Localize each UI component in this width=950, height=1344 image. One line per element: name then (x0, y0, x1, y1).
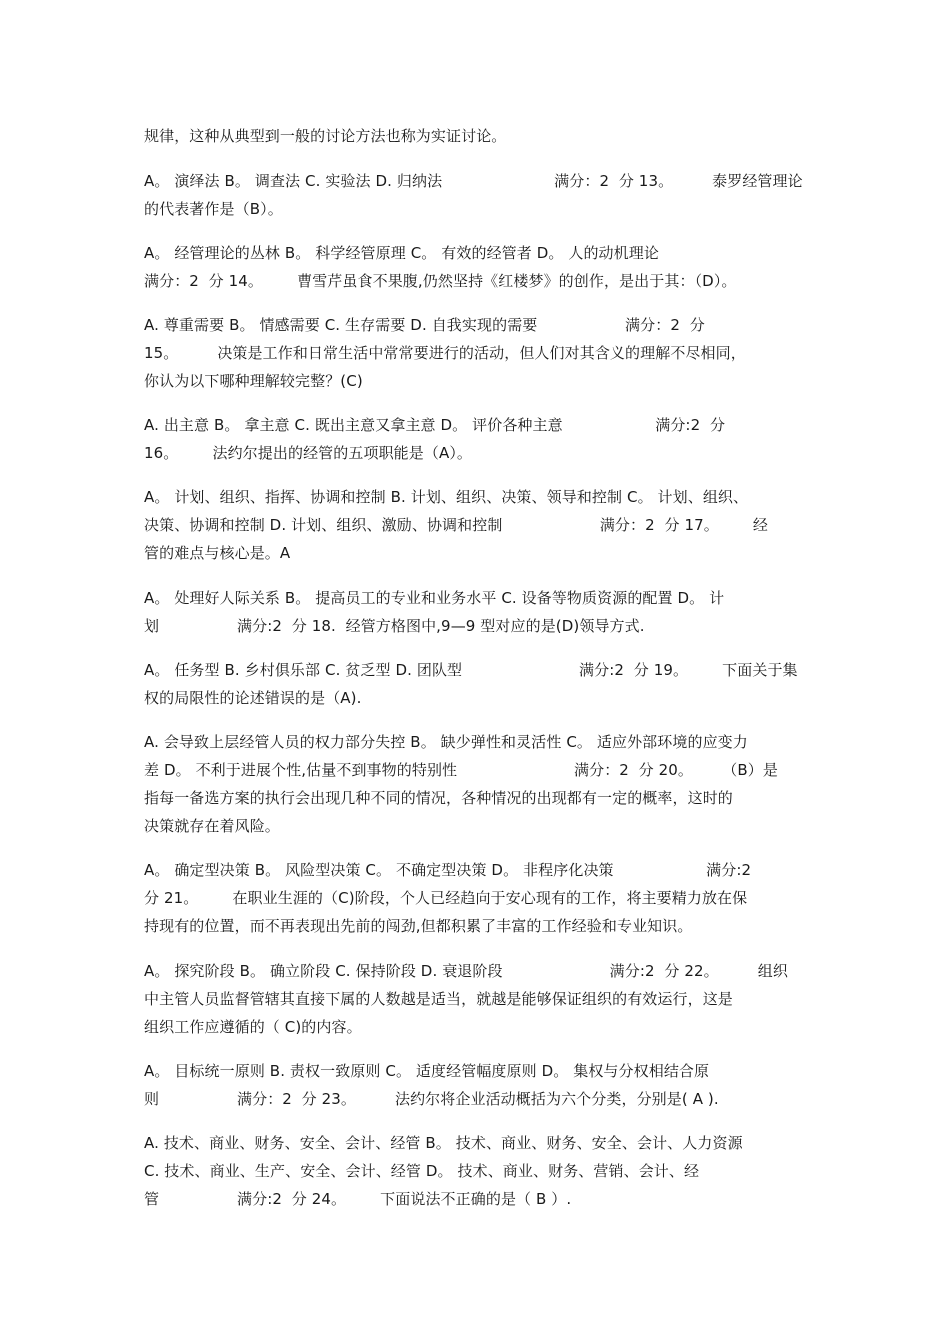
text-line: 指每一备选方案的执行会出现几种不同的情况，各种情况的出现都有一定的概率，这时的 (144, 789, 733, 807)
text-line: A。 任务型 B. 乡村俱乐部 C. 贫乏型 D. 团队型 满分:2 分 19。 下面关于集 (144, 661, 798, 679)
text-line: A。 确定型决策 B。 风险型决策 C。 不确定型决策 D。 非程序化决策 满分:2 (144, 861, 752, 879)
text-line: 差 D。 不利于进展个性,估量不到事物的特别性 满分：2 分 20。 （B）是 (144, 761, 778, 779)
text-line: C. 技术、商业、生产、安全、会计、经管 D。 技术、商业、财务、营销、会计、经 (144, 1162, 700, 1180)
text-line: A。 演绎法 B。 调查法 C. 实验法 D. 归纳法 满分：2 分 13。 泰罗经管理论 (144, 172, 803, 190)
text-line: A. 尊重需要 B。 情感需要 C. 生存需要 D. 自我实现的需要 满分：2 分 (144, 316, 705, 334)
text-line: A。 计划、组织、指挥、协调和控制 B. 计划、组织、决策、领导和控制 C。 计划、组织、 (144, 488, 749, 506)
text-line: 管的难点与核心是。A (144, 544, 291, 562)
text-line: 管 满分:2 分 24。 下面说法不正确的是（ B ）. (144, 1190, 572, 1208)
text-line: A. 技术、商业、财务、安全、会计、经管 B。 技术、商业、财务、安全、会计、人力资源 (144, 1134, 743, 1152)
text-line: 中主管人员监督管辖其直接下属的人数越是适当，就越是能够保证组织的有效运行，这是 (144, 990, 733, 1008)
text-line: 16。 法约尔提出的经管的五项职能是（A）。 (144, 444, 473, 462)
text-line: 权的局限性的论述错误的是（A). (144, 689, 362, 707)
text-line: 规律，这种从典型到一般的讨论方法也称为实证讨论。 (144, 127, 507, 145)
text-line: A。 目标统一原则 B. 责权一致原则 C。 适度经管幅度原则 D。 集权与分权相结合原 (144, 1062, 710, 1080)
text-line: 满分：2 分 14。 曹雪芹虽食不果腹,仍然坚持《红楼梦》的创作，是出于其：（D）。 (144, 272, 737, 290)
text-line: A。 处理好人际关系 B。 提高员工的专业和业务水平 C. 设备等物质资源的配置 D。 计 (144, 589, 725, 607)
text-line: A. 出主意 B。 拿主意 C. 既出主意又拿主意 D。 评价各种主意 满分:2 分 (144, 416, 726, 434)
text-line: 你认为以下哪种理解较完整？(C) (144, 372, 363, 390)
text-line: A. 会导致上层经管人员的权力部分失控 B。 缺少弹性和灵活性 C。 适应外部环境的应变力 (144, 733, 748, 751)
text-line: 组织工作应遵循的（ C)的内容。 (144, 1018, 362, 1036)
text-line: 划 满分:2 分 18. 经管方格图中,9—9 型对应的是(D)领导方式. (144, 617, 645, 635)
text-line: A。 探究阶段 B。 确立阶段 C. 保持阶段 D. 衰退阶段 满分:2 分 22。 组织 (144, 962, 788, 980)
text-line: 则 满分：2 分 23。 法约尔将企业活动概括为六个分类，分别是( A ). (144, 1090, 719, 1108)
text-line: 15。 决策是工作和日常生活中常常要进行的活动，但人们对其含义的理解不尽相同， (144, 344, 746, 362)
text-line: 持现有的位置，而不再表现出先前的闯劲,但都积累了丰富的工作经验和专业知识。 (144, 917, 693, 935)
text-line: 决策就存在着风险。 (144, 817, 280, 835)
text-line: 的代表著作是（B）。 (144, 200, 283, 218)
text-line: 决策、协调和控制 D. 计划、组织、激励、协调和控制 满分：2 分 17。 经 (144, 516, 769, 534)
text-line: 分 21。 在职业生涯的（C)阶段，个人已经趋向于安心现有的工作，将主要精力放在保 (144, 889, 748, 907)
text-line: A。 经管理论的丛林 B。 科学经管原理 C。 有效的经管者 D。 人的动机理论 (144, 244, 659, 262)
